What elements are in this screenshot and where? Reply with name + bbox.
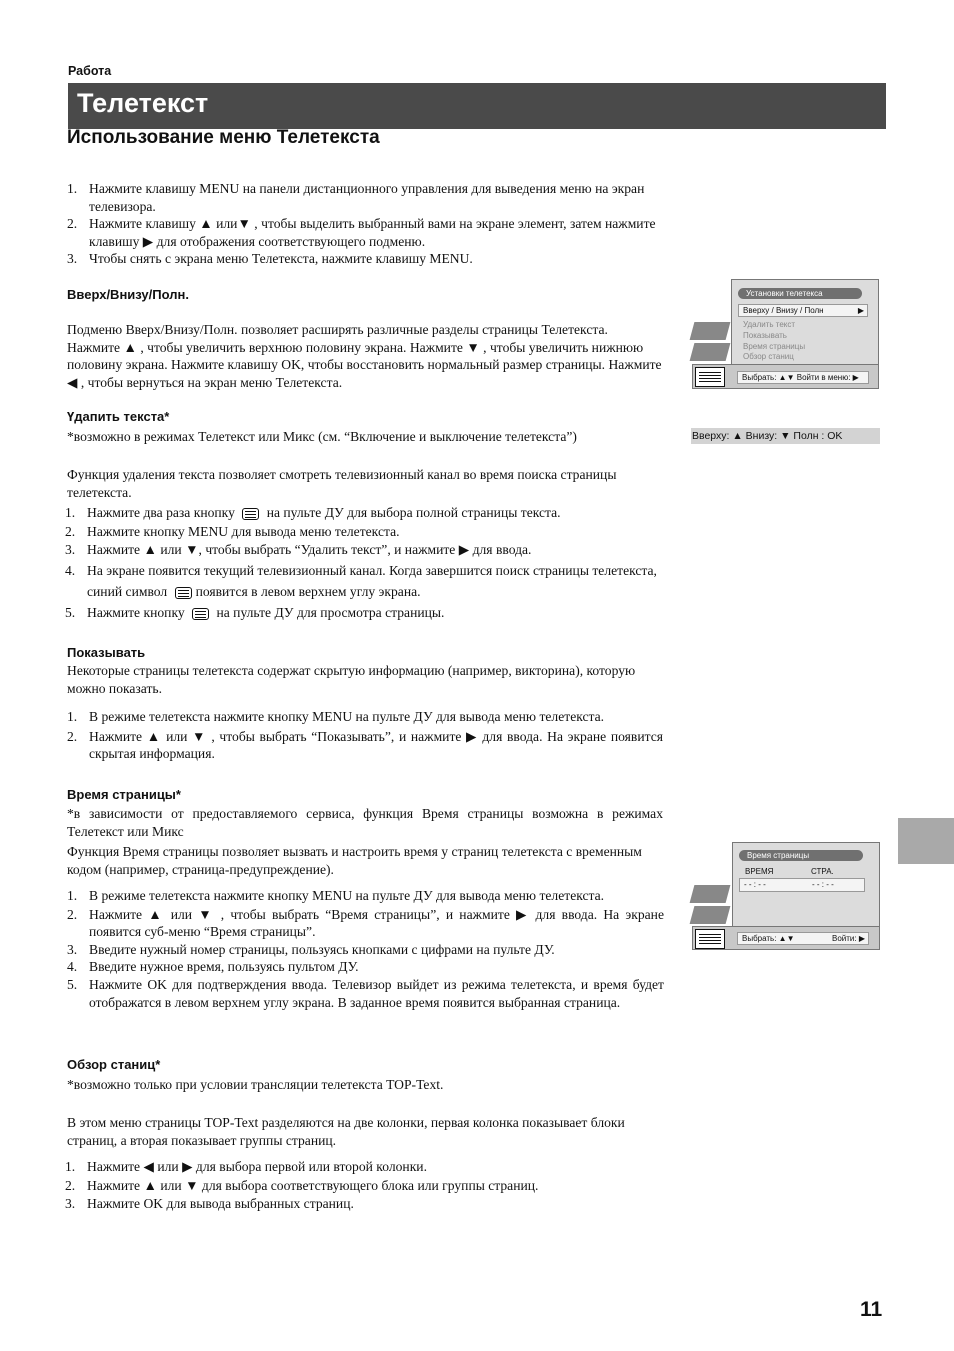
step-number: 5.: [65, 604, 76, 620]
step-number: 5.: [67, 976, 78, 992]
column-header-page: СТРА.: [811, 867, 834, 876]
list-item: [65, 523, 665, 542]
picture-icon: [690, 885, 731, 903]
step-text: Нажмите ◀ или ▶ для выбора первой или второй колонки.: [87, 1159, 427, 1174]
sec5-steps: [65, 1158, 665, 1214]
step-text: Введите нужный номер страницы, пользуясь кнопками с цифрами на пульте ДУ.: [89, 941, 555, 957]
step-text: Нажмите OK для вывода выбранных страниц.: [87, 1196, 354, 1211]
section-body: Подменю Вверх/Внизу/Полн. позволяет расширять различные разделы страницы Телетекста. Нажмите ▲ , чтобы увеличить верхнюю половину экрана. Нажмите ▼ , чтобы увеличить нижнюю половину экрана. Нажмите клавишу OK, чтобы восстановить нормальный размер страницы. Нажмите ◀ , чтобы вернуться на экран меню Телетекста.: [67, 322, 662, 390]
page-input[interactable]: - - : - -: [812, 880, 834, 889]
list-item: [65, 1158, 665, 1177]
list-item: [65, 504, 665, 523]
step-number: 2.: [65, 1177, 76, 1193]
step-text: Нажмите клавишу ▲ или▼ , чтобы выделить выбранный вами на экране элемент, затем нажмите клавишу ▶ для отображения соответствующего подменю.: [89, 216, 656, 249]
section-heading: Обзор станиц*: [67, 1057, 161, 1072]
step-text: появится в левом верхнем углу экрана.: [195, 583, 421, 599]
footer-select-hint: Выбрать: ▲▼: [742, 373, 795, 382]
status-bar: Вверху: ▲ Внизу: ▼ Полн : OK: [691, 428, 880, 444]
section-body: Функция Время страницы позволяет вызвать и настроить время у страниц телетекста с временным кодом (например, страница-предупреждение).: [67, 844, 642, 877]
page-number: 11: [860, 1298, 883, 1321]
list-item: [65, 541, 665, 560]
step-number: 1.: [67, 888, 78, 903]
list-item: [65, 560, 665, 602]
step-number: 2.: [65, 523, 76, 539]
step-number: 3.: [65, 542, 76, 558]
footer-enter-hint: Войти в меню: ▶: [796, 373, 859, 382]
teletext-icon: [192, 608, 209, 620]
intro-steps: [67, 180, 657, 268]
step-number: 1.: [65, 505, 76, 520]
step-text: Нажмите два раза кнопку: [87, 505, 235, 520]
picture-icon: [690, 322, 731, 340]
teletext-icon: [242, 508, 259, 520]
step-number: 4.: [67, 959, 78, 975]
step-number: 3.: [65, 1196, 76, 1211]
step-text: Нажмите ▲ или ▼ , чтобы выбрать “Время страницы”, и нажмите ▶ для ввода. На экране появится суб-меню “Время страницы”.: [89, 906, 664, 940]
step-text: на пульте ДУ для просмотра страницы.: [216, 604, 445, 620]
step-text: Нажмите ▲ или ▼ , чтобы выбрать “Показывать”, и нажмите ▶ для ввода. На экране появится скрытая информация.: [89, 728, 663, 762]
list-item: [67, 215, 657, 250]
section-heading: Время страницы*: [67, 787, 181, 802]
menu-footer: [737, 932, 869, 945]
step-number: 3.: [67, 941, 78, 957]
menu-footer-frame: [692, 364, 879, 389]
step-text: Чтобы снять с экрана меню Телетекста, нажмите клавишу MENU.: [89, 251, 473, 267]
menu-footer: [737, 371, 869, 384]
column-header-time: ВРЕМЯ: [745, 867, 774, 876]
title-bar: [68, 83, 886, 129]
step-number: 4.: [65, 562, 76, 578]
teletext-icon: [695, 367, 725, 387]
teletext-icon: [695, 929, 725, 949]
step-text: Нажмите ▲ или ▼, чтобы выбрать “Удалить текст”, и нажмите ▶ для ввода.: [87, 542, 532, 558]
section-body: В этом меню страницы TOP-Text разделяются на две колонки, первая колонка показывает блоки страниц, а вторая показывает группы страниц.: [67, 1115, 625, 1148]
section-label: Работа: [68, 64, 112, 78]
menu-header: Установки телетекса: [738, 288, 862, 299]
music-icon: [690, 343, 731, 361]
list-item: [67, 941, 664, 959]
list-item: [67, 708, 663, 726]
step-text: В режиме телетекста нажмите кнопку MENU на пульте ДУ для вывода меню телетекста.: [89, 888, 605, 903]
time-input[interactable]: - - : - -: [744, 880, 766, 889]
list-item: [65, 1195, 665, 1214]
step-number: 1.: [65, 1159, 76, 1174]
teletext-icon: [175, 587, 192, 599]
arrow-right-icon: ▶: [857, 306, 864, 315]
section-note: *в зависимости от предоставляемого сервиса, функция Время страницы возможна в режимах Телетекст или Микс: [67, 806, 663, 839]
menu-item[interactable]: Удалить текст: [743, 320, 796, 329]
music-icon: [690, 906, 731, 924]
subtitle: Использование меню Телетекста: [67, 127, 380, 148]
sec3-steps: [67, 708, 663, 763]
step-text: В режиме телетекста нажмите кнопку MENU на пульте ДУ для вывода меню телетекста.: [89, 709, 605, 724]
step-number: 2.: [67, 728, 78, 744]
sec4-steps: [67, 887, 664, 1011]
time-input-row[interactable]: [739, 878, 865, 892]
menu-item-label: Вверху / Внизу / Полн: [743, 306, 824, 315]
list-item: [67, 728, 663, 763]
section-note: *возможно только при условии трансляции телетекста TOP-Text.: [67, 1077, 444, 1092]
step-text: Нажмите клавишу MENU на панели дистанционного управления для выведения меню на экран телевизора.: [89, 181, 645, 214]
list-item: [67, 976, 664, 1011]
section-heading: Вверх/Внизу/Полн.: [67, 287, 189, 302]
section-body: Функция удаления текста позволяет смотреть телевизионный канал во время поиска страницы телетекста.: [67, 467, 617, 500]
step-number: 1.: [67, 709, 78, 724]
section-heading: Үдапить текста*: [67, 409, 170, 424]
menu-item[interactable]: Показывать: [743, 331, 787, 340]
section-note: *возможно в режимах Телетекст или Микс (см. “Включение и выключение телетекста”): [67, 429, 577, 444]
step-number: 2.: [67, 216, 78, 232]
footer-enter-hint: Войти: ▶: [832, 934, 865, 943]
step-text: на пульте ДУ для выбора полной страницы текста.: [266, 505, 561, 520]
step-text: Нажмите OK для подтверждения ввода. Телевизор выйдет из режима телетекста, и время будет отображатся в левом верхнем углу экрана. В заданное время появится выбранная страница.: [89, 976, 664, 1010]
side-tab: [898, 818, 954, 864]
step-text: Нажмите ▲ или ▼ для выбора соответствующего блока или группы страниц.: [87, 1177, 539, 1193]
menu-item-selected[interactable]: [738, 304, 868, 317]
list-item: [67, 906, 664, 941]
list-item: [67, 958, 664, 976]
step-text: На экране появится текущий телевизионный канал. Когда завершится поиск страницы телетекста, синий символ: [87, 562, 657, 599]
list-item: [67, 250, 657, 268]
page-title: Телетекст: [77, 88, 209, 118]
list-item: [65, 1177, 665, 1196]
footer-select-hint: Выбрать: ▲▼: [742, 934, 795, 943]
step-number: 2.: [67, 906, 78, 922]
section-heading: Показывать: [67, 645, 146, 660]
list-item: [65, 604, 665, 623]
step-text: Нажмите кнопку: [87, 604, 185, 620]
menu-header: Время страницы: [739, 850, 863, 861]
sec2-steps: [65, 504, 665, 622]
section-body: Некоторые страницы телетекста содержат скрытую информацию (например, викторина), которую можно показать.: [67, 663, 636, 696]
step-text: Введите нужное время, пользуясь пультом ДУ.: [89, 959, 359, 975]
step-number: 3.: [67, 251, 78, 267]
step-text: Нажмите кнопку MENU для вывода меню телетекста.: [87, 523, 400, 539]
list-item: [67, 180, 657, 215]
menu-item[interactable]: Обзор станиц: [743, 352, 794, 361]
list-item: [67, 887, 664, 905]
menu-item[interactable]: Время страницы: [743, 342, 806, 351]
step-number: 1.: [67, 181, 78, 196]
menu-footer-frame: [692, 926, 880, 950]
